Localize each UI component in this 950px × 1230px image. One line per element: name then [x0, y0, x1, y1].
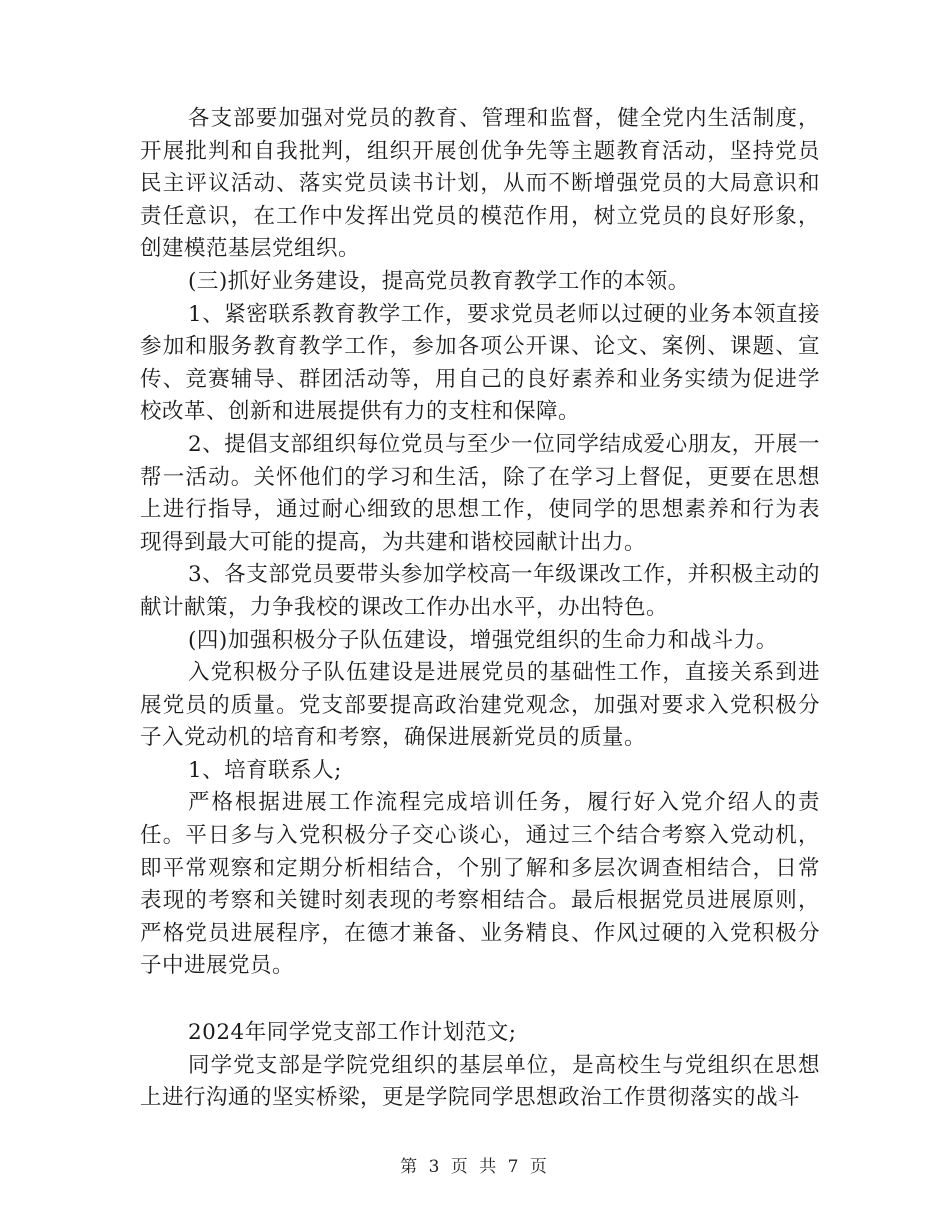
paragraph-party-education: 各支部要加强对党员的教育、管理和监督，健全党内生活制度，开展批判和自我批判，组织开展创优争先等主题教育活动，坚持党员民主评议活动、落实党员读书计划，从而不断增强党员的大局意识和责任意识，在工作中发挥出党员的模范作用，树立党员的良好形象，创建模范基层党组织。: [140, 106, 820, 262]
paragraph-training-tasks: 严格根据进展工作流程完成培训任务，履行好入党介绍人的责任。平日多与入党积极分子交心谈心，通过三个结合考察入党动机，即平常观察和定期分析相结合，个别了解和多层次调查相结合，日常表现的考察和关键时刻表现的考察相结合。最后根据党员进展原则，严格党员进展程序，在德才兼备、业务精良、作风过硬的入党积极分子中进展党员。: [140, 790, 820, 979]
heading-activist-team: (四)加强积极分子队伍建设，增强党组织的生命力和战斗力。: [188, 627, 778, 653]
page-number-footer: 第 3 页 共 7 页: [400, 1157, 550, 1177]
section-gap: [140, 983, 820, 1017]
heading-2024-plan: 2024年同学党支部工作计划范文;: [188, 1020, 517, 1046]
heading-business-building: (三)抓好业务建设，提高党员教育教学工作的本领。: [188, 268, 690, 294]
paragraph-student-branch-intro: 同学党支部是学院党组织的基层单位，是高校生与党组织在思想上进行沟通的坚实桥梁，更是学院同学思想政治工作贯彻落实的战斗: [140, 1052, 820, 1111]
paragraph-item-1-teaching: 1、紧密联系教育教学工作，要求党员老师以过硬的业务本领直接参加和服务教育教学工作，参加各项公开课、论文、案例、课题、宣传、竞赛辅导、群团活动等，用自己的良好素养和业务实绩为促进学校改革、创新和进展提供有力的支柱和保障。: [140, 301, 820, 425]
paragraph-item-1-contact: 1、培育联系人;: [188, 757, 342, 783]
document-page: [140, 103, 820, 1115]
paragraph-item-2-mentoring: 2、提倡支部组织每位党员与至少一位同学结成爱心朋友，开展一帮一活动。关怀他们的学习和生活，除了在学习上督促，更要在思想上进行指导，通过耐心细致的思想工作，使同学的思想素养和行为表现得到最大可能的提高，为共建和谐校园献计出力。: [140, 431, 820, 555]
paragraph-activist-building: 入党积极分子队伍建设是进展党员的基础性工作，直接关系到进展党员的质量。党支部要提高政治建党观念，加强对要求入党积极分子入党动机的培育和考察，确保进展新党员的质量。: [140, 660, 820, 751]
paragraph-item-3-curriculum-reform: 3、各支部党员要带头参加学校高一年级课改工作，并积极主动的献计献策，力争我校的课改工作办出水平，办出特色。: [140, 562, 820, 620]
